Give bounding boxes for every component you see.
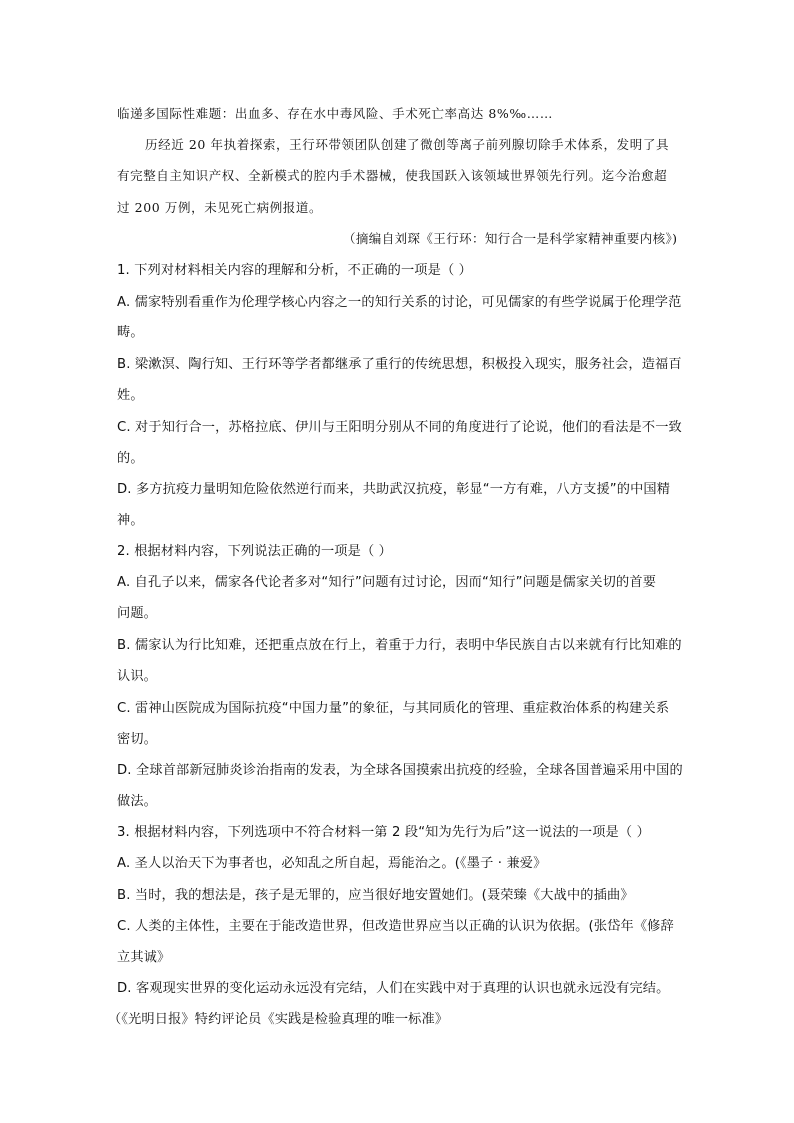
question-3-stem: 3. 根据材料内容，下列选项中不符合材料一第 2 段“知为先行为后”这一说法的一项是（ ）	[117, 825, 650, 840]
passage-line-1: 临递多国际性难题：出血多、存在水中毒风险、手术死亡率高达 8%‰……	[117, 106, 553, 121]
passage-para2-line-2: 有完整自主知识产权、全新模式的腔内手术器械，使我国跃入该领域世界领先行列。迄今治愈超	[117, 168, 668, 183]
question-1-option-a: A. 儒家特别看重作为伦理学核心内容之一的知行关系的讨论，可见儒家的有些学说属于伦理学范	[117, 295, 682, 310]
question-1-option-b-cont: 姓。	[117, 388, 144, 403]
question-1-option-c-cont: 的。	[117, 451, 144, 466]
question-1-option-c: C. 对于知行合一，苏格拉底、伊川与王阳明分别从不同的角度进行了论说，他们的看法是不一致	[117, 420, 682, 435]
question-2-option-b: B. 儒家认为行比知难，还把重点放在行上，着重于力行，表明中华民族自古以来就有行比知难的	[117, 638, 682, 653]
question-3-option-d-cont: （《光明日报》特约评论员《实践是检验真理的唯一标准》	[108, 1012, 449, 1027]
question-1-stem: 1. 下列对材料相关内容的理解和分析，不正确的一项是（ ）	[117, 263, 473, 278]
question-1-option-d-cont: 神。	[117, 513, 144, 528]
question-2-option-a-cont: 问题。	[117, 606, 158, 621]
question-3-option-d: D. 客观现实世界的变化运动永远没有完结，人们在实践中对于真理的认识也就永远没有完结。	[117, 981, 670, 996]
passage-para2-line-1: 历经近 20 年执着探索，王行环带领团队创建了微创等离子前列腺切除手术体系，发明了具	[145, 137, 670, 152]
question-2-option-c: C. 雷神山医院成为国际抗疫“中国力量”的象征，与其同质化的管理、重症救治体系的构建关系	[117, 701, 670, 716]
question-2-option-d-cont: 做法。	[117, 794, 158, 809]
question-3-option-a: A. 圣人以治天下为事者也，必知乱之所自起，焉能治之。(《墨子 · 兼爱》	[117, 856, 547, 871]
question-2-option-c-cont: 密切。	[117, 732, 158, 747]
question-2-option-d: D. 全球首部新冠肺炎诊治指南的发表，为全球各国摸索出抗疫的经验，全球各国普遍采用中国的	[117, 763, 683, 778]
question-2-option-b-cont: 认识。	[117, 669, 158, 684]
question-1-option-d: D. 多方抗疫力量明知危险依然逆行而来，共助武汉抗疫，彰显“一方有难，八方支援”的中国精	[117, 482, 671, 497]
question-2-option-a: A. 自孔子以来，儒家各代论者多对“知行”问题有过讨论，因而“知行”问题是儒家关切的首要	[117, 575, 657, 590]
question-3-option-c: C. 人类的主体性，主要在于能改造世界，但改造世界应当以正确的认识为依据。(张岱年《修辞	[117, 919, 674, 934]
question-2-stem: 2. 根据材料内容，下列说法正确的一项是（ ）	[117, 544, 392, 559]
question-1-option-b: B. 梁漱溟、陶行知、王行环等学者都继承了重行的传统思想，积极投入现实，服务社会，造福百	[117, 357, 682, 372]
question-1-option-a-cont: 畴。	[117, 325, 144, 340]
passage-source: （摘编自刘琛《王行环：知行合一是科学家精神重要内核》)	[343, 231, 678, 246]
question-3-option-b: B. 当时，我的想法是，孩子是无罪的，应当很好地安置她们。(聂荣臻《大战中的插曲》	[117, 888, 634, 903]
passage-para2-line-3: 过 200 万例，未见死亡病例报道。	[117, 200, 323, 215]
question-3-option-c-cont: 立其诚》	[117, 950, 171, 965]
